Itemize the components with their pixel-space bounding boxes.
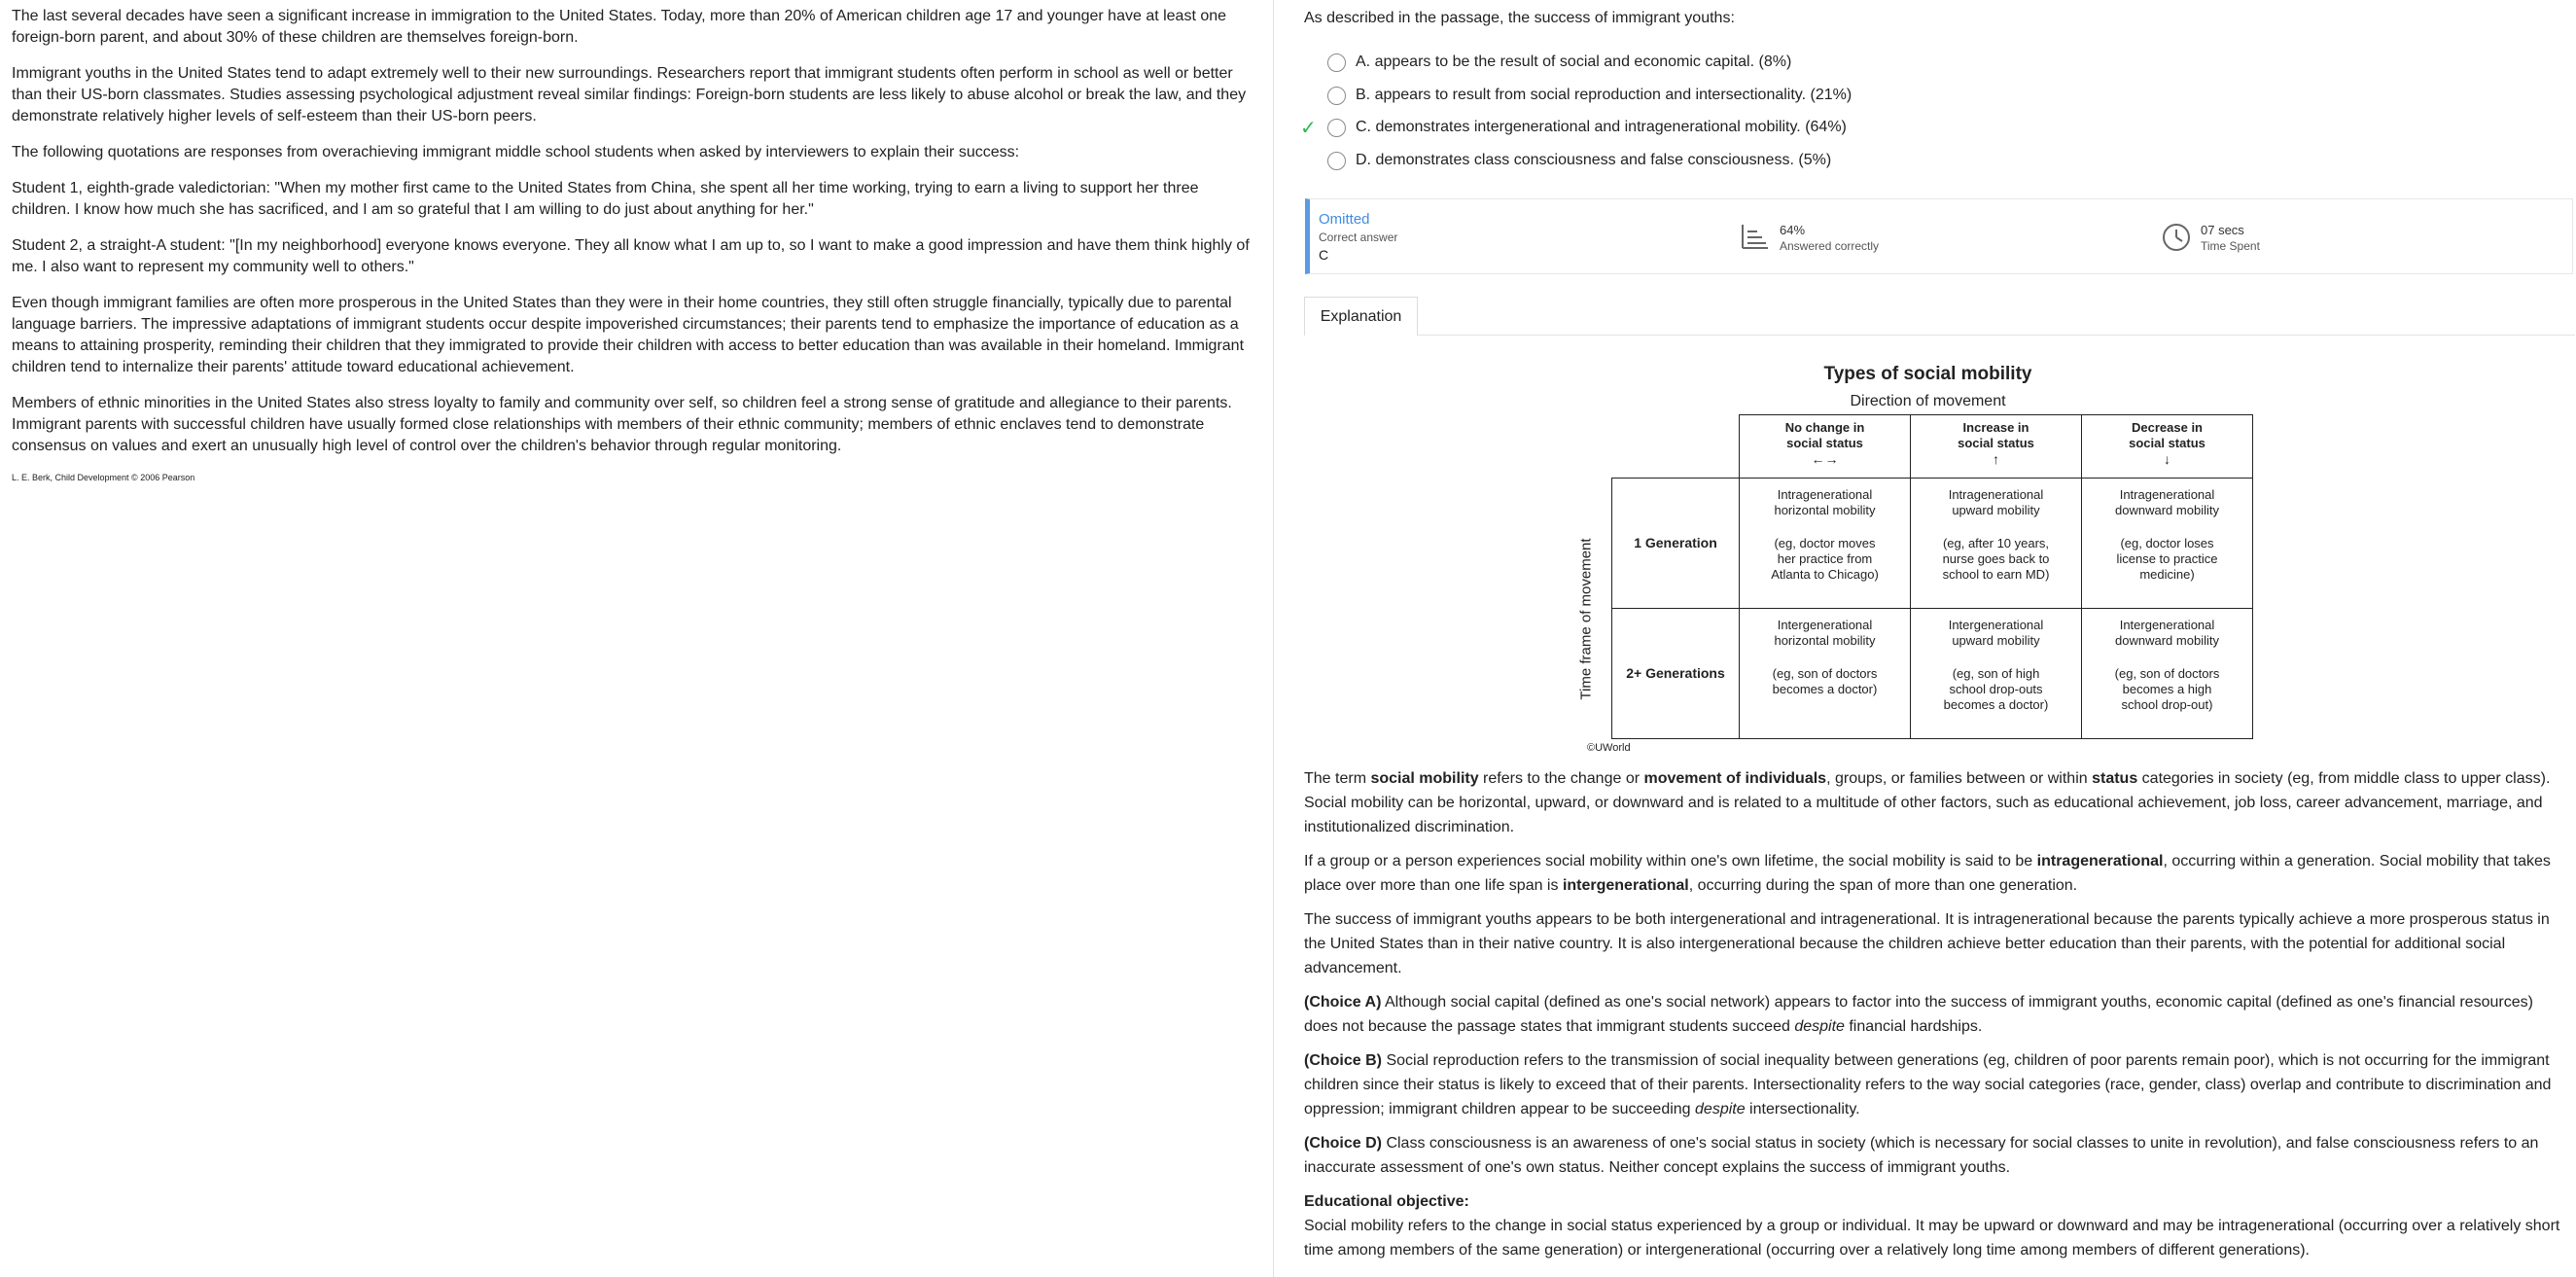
- choice-percent: (8%): [1758, 53, 1792, 70]
- direction-label: Direction of movement: [1850, 393, 2006, 409]
- passage-paragraph: Student 1, eighth-grade valedictorian: "When my mother first came to the United States from China, she spent all her time working, trying to earn a living to support her three children. I know how much she has sacrificed, and I am so grateful that I am willing to do just about anything for her.": [12, 180, 1199, 218]
- percent-correct-label: Answered correctly: [1780, 239, 1880, 253]
- explanation-paragraph: The success of immigrant youths appears to be both intergenerational and intragenerational. It is intragenerational because the parents typically achieve a more prosperous status in the United States than in their native country. It is also intergenerational because the children achieve better education than their parents, with the potential for additional social advancement.: [1304, 911, 2550, 976]
- table-cell: Intergenerational horizontal mobility (eg, son of doctors becomes a doctor): [1740, 608, 1911, 738]
- time-spent-value: 07 secs: [2201, 223, 2244, 237]
- question-stem: As described in the passage, the success of immigrant youths:: [1304, 10, 1735, 26]
- explanation-text: [1304, 766, 2566, 1272]
- choice-c[interactable]: [1300, 114, 1847, 141]
- table-cell: Intergenerational downward mobility (eg, son of doctors becomes a high school drop-out): [2082, 608, 2253, 738]
- passage-paragraph: Even though immigrant families are often more prosperous in the United States than they were in their home countries, they still often struggle financially, typically due to parental language barriers. The impressive adaptations of immigrant students occur despite impoverished circumstances; their parents tend to emphasize the importance of education as a means to attaining prosperity, reminding their children that they immigrated to provide their children with access to better education than was available in their homeland. Immigrant children tend to internalize their parents' attitude toward educational achievement.: [12, 295, 1245, 375]
- bar-chart-icon: [1741, 223, 1770, 250]
- passage-paragraph: Members of ethnic minorities in the United States also stress loyalty to family and community over self, so children feel a strong sense of gratitude and allegiance to their parents. Immigrant parents with successful children have usually formed close relationships with members of their ethnic community; members of ethnic enclaves tend to demonstrate consensus on values and exert an unusually high level of control over the children's behavior through regular monitoring.: [12, 395, 1232, 454]
- choice-percent: (21%): [1810, 87, 1853, 103]
- figure-title: Types of social mobility: [1823, 364, 2032, 384]
- choice-text: appears to be the result of social and economic capital.: [1374, 53, 1755, 70]
- explanation-paragraph: The term social mobility refers to the change or movement of individuals, groups, or families between or within status categories in society (eg, from middle class to upper class). Social mobility can be horizontal, upward, or downward and is related to a multitude of other factors, such as educational achievement, job loss, career advancement, marriage, and institutionalized discrimination.: [1304, 770, 2551, 835]
- down-arrow-icon: ↓: [2164, 451, 2170, 467]
- radio-button[interactable]: [1327, 119, 1346, 137]
- passage-paragraph: Immigrant youths in the United States tend to adapt extremely well to their new surroundings. Researchers report that immigrant students often perform in school as well or better than their US-born classmates. Studies assessing psychological adjustment reveal similar findings: Foreign-born students are less likely to abuse alcohol or break the law, and they demonstrate relatively higher levels of self-esteem than their US-born peers.: [12, 65, 1247, 124]
- percent-correct-stat: [1741, 223, 1880, 255]
- social-mobility-figure: Types of social mobility Direction of movement Time frame of movement No change in social status ←→ Increase in social status ↑ Decrease in social status ↓ 1 Generation Intragenerational horizontal mobility (eg, doctor moves her practice from Atlanta to Chicago) Intragenerational upward mobility (eg, after 10 years, nurse goes back to school to earn MD) Intragenerational downward mobility (eg, doctor loses license to practice medicine) 2+ Generations Intergenerational horizontal mobility (eg, son of doctors becomes a doctor) Intergenerational upward mobility (eg, son of high school drop-outs becomes a doctor) Intergenerational downward mobility (eg, son of doctors becomes a high school drop-out) ©UWorld: [1596, 358, 2276, 766]
- tab-explanation[interactable]: Explanation: [1304, 297, 1418, 336]
- percent-correct-value: 64%: [1780, 223, 1806, 237]
- time-spent-label: Time Spent: [2201, 239, 2260, 253]
- answer-status: Omitted: [1319, 211, 1370, 228]
- objective-text: Social mobility refers to the change in social status experienced by a group or individual. It may be upward or downward and may be intragenerational (occurring over a relatively short time among members of the same generation) or intergenerational (occurring over a relatively long time among members of different generations).: [1304, 1218, 2560, 1259]
- correct-answer-value: C: [1319, 247, 1329, 263]
- table-cell: Intergenerational upward mobility (eg, son of high school drop-outs becomes a doctor): [1911, 608, 2082, 738]
- column-header: Increase in social status ↑: [1911, 415, 2082, 479]
- choice-letter: A.: [1356, 53, 1371, 70]
- passage-citation: L. E. Berk, Child Development © 2006 Pearson: [12, 473, 195, 482]
- column-header: No change in social status ←→: [1740, 415, 1911, 479]
- choice-d[interactable]: [1327, 147, 1831, 174]
- choice-d-explanation: (Choice D) Class consciousness is an awareness of one's social status in society (which is necessary for social classes to unite in revolution), and false consciousness refers to an inaccurate assessment of one's own status. Neither concept explains the success of immigrant youths.: [1304, 1135, 2539, 1176]
- choice-b-explanation: (Choice B) Social reproduction refers to the transmission of social inequality between generations (eg, children of poor parents remain poor), which is not occurring for the immigrant children since their status is likely to exceed that of their parents. Intersectionality refers to the way social categories (race, gender, class) overlap and contribute to discrimination and oppression; immigrant children appear to be succeeding despite intersectionality.: [1304, 1052, 2552, 1117]
- passage-paragraph: The following quotations are responses from overachieving immigrant middle school students when asked by interviewers to explain their success:: [12, 144, 1020, 160]
- table-cell: Intragenerational upward mobility (eg, after 10 years, nurse goes back to school to earn MD): [1911, 478, 2082, 608]
- objective-title: Educational objective:: [1304, 1193, 1469, 1210]
- choice-b[interactable]: [1327, 82, 1852, 109]
- time-spent-stat: [2162, 223, 2260, 257]
- row-header: 2+ Generations: [1612, 608, 1740, 738]
- choice-letter: D.: [1356, 152, 1371, 168]
- question-panel: [1300, 0, 2568, 1277]
- row-header: 1 Generation: [1612, 478, 1740, 608]
- answer-stats-bar: [1305, 198, 2573, 274]
- choice-a[interactable]: [1327, 49, 1791, 76]
- up-arrow-icon: ↑: [1993, 451, 1999, 467]
- table-cell: Intragenerational horizontal mobility (eg, doctor moves her practice from Atlanta to Chicago): [1740, 478, 1911, 608]
- radio-button[interactable]: [1327, 87, 1346, 105]
- passage-paragraph: The last several decades have seen a significant increase in immigration to the United States. Today, more than 20% of American children age 17 and younger have at least one foreign-born parent, and about 30% of these children are themselves foreign-born.: [12, 8, 1227, 46]
- choice-letter: C.: [1356, 119, 1371, 135]
- tab-divider: [1418, 335, 2575, 336]
- passage-paragraph: Student 2, a straight-A student: "[In my neighborhood] everyone knows everyone. They all know what I am up to, so I want to make a good impression and have them think highly of me. I also want to represent my community well to others.": [12, 237, 1250, 275]
- choice-percent: (64%): [1805, 119, 1847, 135]
- correct-answer-label: Correct answer: [1319, 231, 1398, 244]
- explanation-paragraph: If a group or a person experiences social mobility within one's own lifetime, the social mobility is said to be intragenerational, occurring within a generation. Social mobility that takes place over more than one life span is intergenerational, occurring during the span of more than one generation.: [1304, 853, 2551, 894]
- correct-check-icon: ✓: [1300, 117, 1317, 139]
- radio-button[interactable]: [1327, 53, 1346, 72]
- table-cell: Intragenerational downward mobility (eg, doctor loses license to practice medicine): [2082, 478, 2253, 608]
- clock-icon: [2162, 223, 2191, 252]
- choice-text: appears to result from social reproduction and intersectionality.: [1374, 87, 1807, 103]
- choice-text: demonstrates intergenerational and intragenerational mobility.: [1375, 119, 1801, 135]
- figure-copyright: ©UWorld: [1587, 742, 1631, 754]
- column-header: Decrease in social status ↓: [2082, 415, 2253, 479]
- choice-text: demonstrates class consciousness and false consciousness.: [1375, 152, 1794, 168]
- choice-letter: B.: [1356, 87, 1371, 103]
- choice-percent: (5%): [1798, 152, 1832, 168]
- passage-panel: [0, 0, 1274, 1277]
- horizontal-arrow-icon: ←→: [1811, 451, 1839, 467]
- radio-button[interactable]: [1327, 152, 1346, 170]
- mobility-table: [1611, 414, 2253, 739]
- choice-a-explanation: (Choice A) Although social capital (defined as one's social network) appears to factor into the success of immigrant youths, economic capital (defined as one's financial resources) does not because the passage states that immigrant students succeed despite financial hardships.: [1304, 994, 2533, 1035]
